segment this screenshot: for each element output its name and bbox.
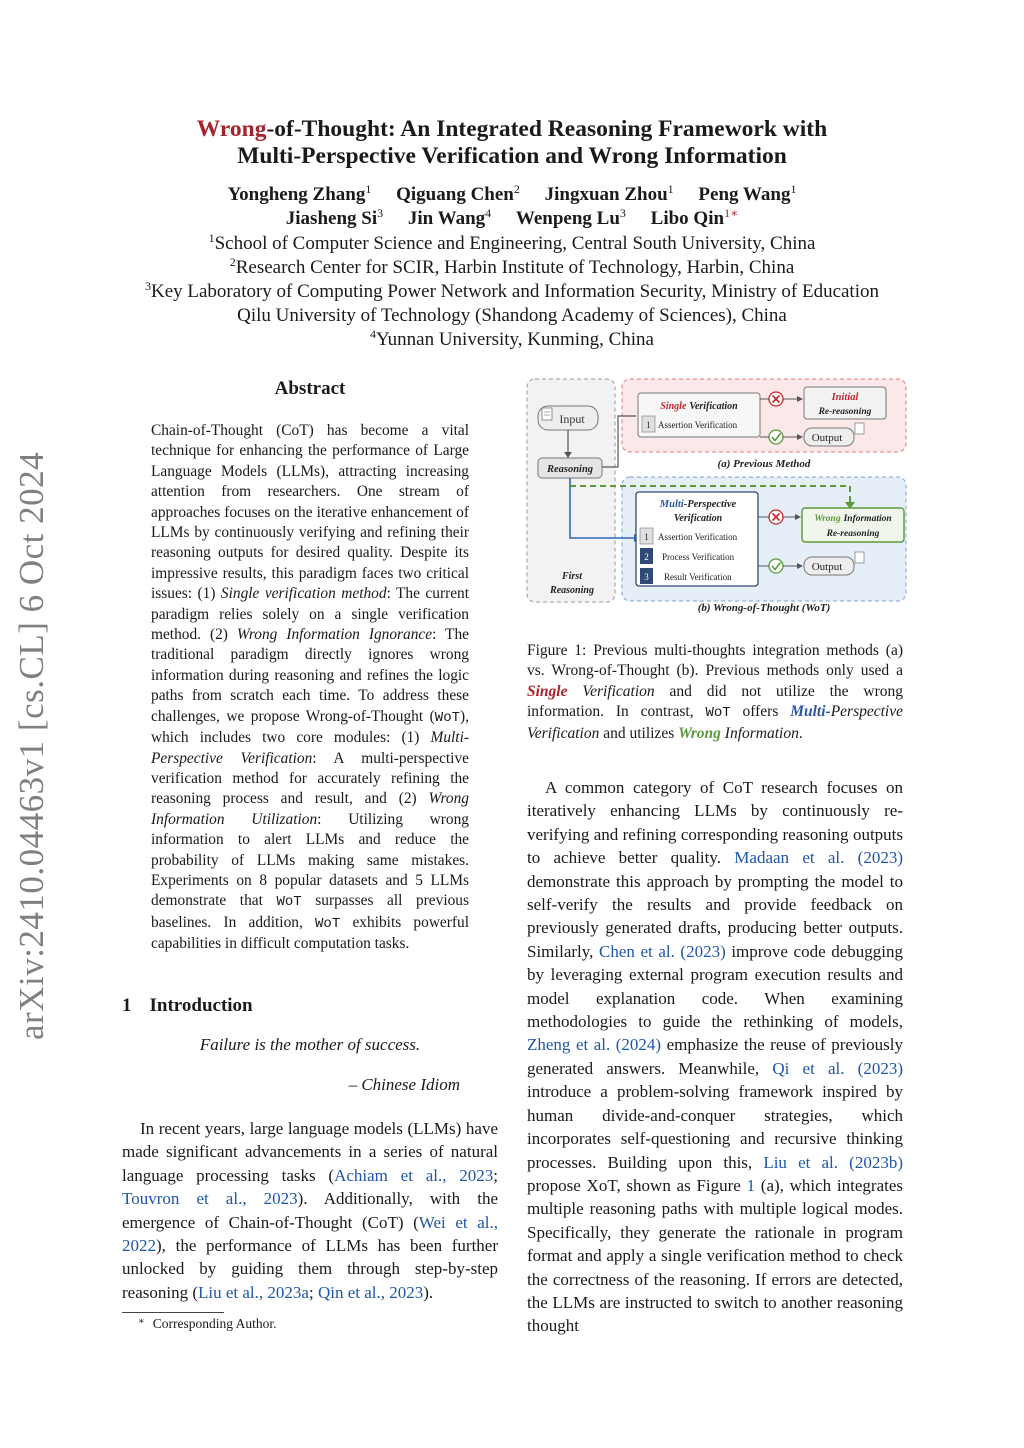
- svg-text:Re-reasoning: Re-reasoning: [826, 529, 880, 539]
- citation-link[interactable]: Liu et al. (2023b): [763, 1152, 904, 1172]
- author: Jiasheng Si$^3$: [285, 206, 384, 229]
- re-reasoning-label: Re-reasoning: [818, 407, 872, 417]
- cross-icon: [769, 392, 783, 406]
- check-icon: [769, 559, 783, 573]
- svg-text:Assertion Verification: Assertion Verification: [658, 532, 738, 542]
- author: Wenpeng Lu$^3$: [515, 206, 626, 229]
- figure-reference-link[interactable]: 1: [746, 1175, 756, 1195]
- author: Libo Qin$^{1∗}$: [650, 206, 739, 229]
- author: Yongheng Zhang$^1$: [227, 182, 372, 205]
- affiliation: $^4$Yunnan University, Kunming, China: [370, 327, 654, 350]
- caption-a: (a) Previous Method: [717, 458, 811, 470]
- footnote-divider: [122, 1312, 224, 1313]
- first-reasoning-label: Reasoning: [550, 585, 594, 596]
- footnote: ∗ Corresponding Author.: [138, 1316, 277, 1331]
- svg-text:Verification: Verification: [673, 513, 723, 524]
- authors-row-1: [100, 183, 924, 207]
- author: Jingxuan Zhou$^1$: [544, 182, 674, 205]
- input-node: [538, 406, 598, 430]
- citation-link[interactable]: Chen et al. (2023): [599, 941, 726, 961]
- abstract-heading: Abstract: [274, 378, 346, 399]
- check-icon: [769, 430, 783, 444]
- affiliation: $^1$School of Computer Science and Engineering, Central South University, China: [208, 231, 816, 254]
- reasoning-label: Reasoning: [546, 464, 594, 475]
- cross-icon: [769, 510, 783, 524]
- affiliation: $^2$Research Center for SCIR, Harbin Institute of Technology, Harbin, China: [229, 255, 795, 278]
- first-reasoning-label: First: [561, 571, 583, 582]
- document-icon: [855, 423, 864, 434]
- svg-text:1: 1: [646, 420, 651, 430]
- svg-text:1: 1: [644, 532, 649, 542]
- figure-1-diagram: [524, 376, 908, 616]
- abstract-text: Chain-of-Thought (CoT) has become a vital technique for enhancing the performance of Large Language Models (LLMs), attracting increasing attention from researchers. One stream of approaches focuses on the iterative enhancement of LLMs by continuously verifying and refining their reasoning outputs for desired quality. Despite its impressive results, this paradigm faces two critical issues: (1) Single verification method: The current paradigm relies solely on a single verification method. (2) Wrong Information Ignorance: The traditional paradigm directly ignores wrong information during reasoning and refines the logic paths from scratch each time. To address these challenges, we propose Wrong-of-Thought (WoT), which includes two core modules: (1) Multi-Perspective Verification: A multi-perspective verification method for accurately refining the reasoning process and result, and (2) Wrong Information Utilization: Utilizing wrong information to alert LLMs and reduce the probability of LLMs making same mistakes. Experiments on 8 popular datasets and 5 LLMs demonstrate that WoT surpasses all previous baselines. In addition, WoT exhibits powerful capabilities in difficult computation tasks.: [151, 422, 470, 953]
- body-paragraph: A common category of CoT research focuses on iteratively enhancing LLMs by continuously re-verifying and refining corresponding reasoning outputs to achieve better quality. Madaan et al. (2023) demonstrate this approach by prompting the model to self-verify the results and provide feedback on previously generated drafts, producing better outputs. Similarly, Chen et al. (2023) improve code debugging by leveraging external program execution results and model explanation code. When examining methodologies to guide the rethinking of models, Zheng et al. (2024) emphasize the reuse of previously generated answers. Meanwhile, Qi et al. (2023) introduce a problem-solving framework inspired by human divide-and-conquer strategies, which incorporates self-questioning and recursive thinking processes. Building upon this, Liu et al. (2023b) propose XoT, shown as Figure 1 (a), which integrates multiple reasoning paths with multiple logical modes. Specifically, they generate the rationale in program format and apply a single verification method to check the correctness of the reasoning. If errors are detected, the LLMs are instructed to switch to another reasoning thought: [527, 778, 904, 1336]
- svg-text:Assertion Verification: Assertion Verification: [658, 420, 738, 430]
- citation-link[interactable]: Madaan et al. (2023): [734, 848, 903, 868]
- affiliation: Qilu University of Technology (Shandong Academy of Sciences), China: [237, 305, 787, 326]
- citation-link[interactable]: Touvron et al., 2023: [122, 1189, 298, 1209]
- figure-caption: Figure 1: Previous multi-thoughts integration methods (a) vs. Wrong-of-Thought (b). Previous methods only used a Single Verification and did not utilize the wrong information. In contrast, WoT offers Multi-Perspective Verification and utilizes Wrong Information.: [527, 642, 903, 742]
- paper-title: [100, 116, 924, 170]
- initial-label: Initial: [831, 392, 859, 403]
- wrong-information-title: Wrong Information: [814, 514, 892, 524]
- author: Qiguang Chen$^2$: [396, 182, 520, 205]
- document-icon: [542, 408, 552, 420]
- output-label: Output: [811, 561, 843, 573]
- epigraph-source: – Chinese Idiom: [348, 1075, 460, 1094]
- affiliation: $^3$Key Laboratory of Computing Power Network and Information Security, Ministry of Education: [144, 279, 879, 302]
- title-line-1: -of-Thought: An Integrated Reasoning Framework with: [266, 116, 828, 142]
- citation-link[interactable]: Qin et al., 2023: [317, 1282, 424, 1302]
- input-label: Input: [559, 412, 585, 426]
- title-wrong-word: Wrong: [196, 116, 267, 142]
- citation-link[interactable]: Achiam et al., 2023: [334, 1165, 494, 1185]
- svg-text:2: 2: [644, 552, 649, 562]
- section-heading-introduction: 1 Introduction: [122, 995, 253, 1016]
- svg-text:Process Verification: Process Verification: [662, 552, 735, 562]
- citation-link[interactable]: Wei et al., 2022: [122, 1212, 498, 1256]
- author: Peng Wang$^1$: [698, 182, 797, 205]
- citation-link[interactable]: Liu et al., 2023a: [198, 1282, 309, 1302]
- svg-text:Result Verification: Result Verification: [664, 572, 732, 582]
- arxiv-identifier: arXiv:2410.04463v1 [cs.CL] 6 Oct 2024: [12, 451, 51, 1040]
- author: Jin Wang$^4$: [407, 206, 492, 229]
- caption-b: (b) Wrong-of-Thought (WoT): [697, 602, 831, 614]
- citation-link[interactable]: Qi et al. (2023): [772, 1058, 903, 1078]
- output-label: Output: [811, 432, 843, 444]
- svg-text:3: 3: [644, 572, 649, 582]
- multi-perspective-title: Multi-Perspective: [659, 499, 737, 510]
- intro-paragraph: In recent years, large language models (LLMs) have made significant advancements in a series of natural language processing tasks (Achiam et al., 2023; Touvron et al., 2023). Additionally, with the emergence of Chain-of-Thought (CoT) (Wei et al., 2022), the performance of LLMs has been further unlocked by guiding them through step-by-step reasoning (Liu et al., 2023a; Qin et al., 2023).: [122, 1119, 498, 1302]
- citation-link[interactable]: Zheng et al. (2024): [527, 1035, 662, 1055]
- document-icon: [855, 552, 864, 563]
- epigraph-quote: Failure is the mother of success.: [199, 1035, 421, 1054]
- title-line-2: Multi-Perspective Verification and Wrong Information: [237, 143, 787, 169]
- authors-row-2: [100, 207, 924, 231]
- single-verification-title: Single Verification: [660, 401, 738, 412]
